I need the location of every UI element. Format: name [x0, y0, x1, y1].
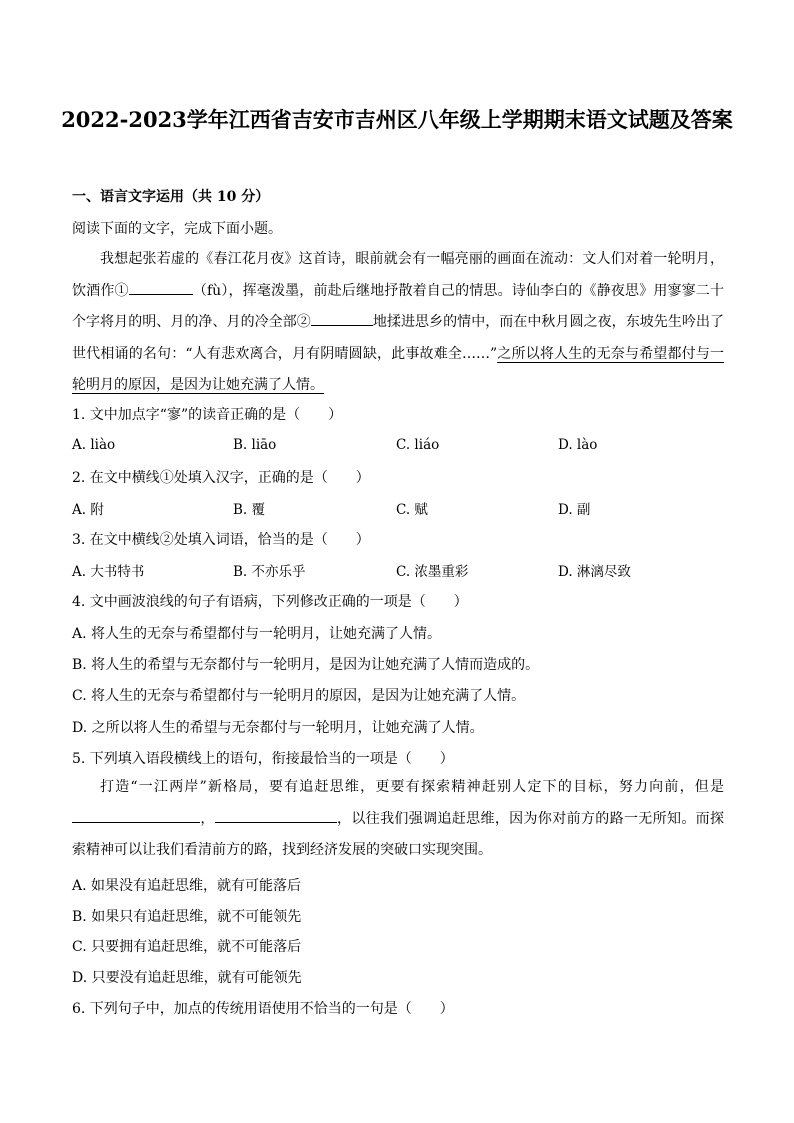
question-4-stem: 4. 文中画波浪线的句子有语病，下列修改正确的一项是（ ）: [72, 594, 468, 610]
option-b: B. 将人生的希望与无奈都付与一轮明月，是因为让她充满了人情而造成的。: [72, 657, 540, 673]
option-a: A. 附: [72, 502, 104, 518]
option-d: D. 之所以将人生的希望与无奈都付与一轮明月，让她充满了人情。: [72, 720, 484, 736]
question-6-stem: 6. 下列句子中，加点的传统用语使用不恰当的一句是（ ）: [72, 1001, 454, 1017]
wavy-underlined-sentence: 之所以将人生的无奈与希望都付与一轮明月的原因，是因为让她充满了人情。: [72, 345, 724, 393]
blank-4: [215, 808, 337, 823]
passage-text-2: （fù），挥毫泼墨，前赴后继地抒散着自己的情思。诗仙李白的《静夜思》用寥寥二十个字将月的明、月的净、月的冷全部②: [72, 282, 725, 330]
passage2-text-3: ，以往我们强调追赶思维，因为你对前方的路一无所知。而探索精神可以让我们看清前方的路，找到经济发展的突破口实现突围。: [72, 810, 725, 858]
option-b: B. 覆: [233, 502, 266, 518]
reading-passage-2: [72, 772, 724, 867]
option-d: D. 副: [558, 502, 591, 518]
passage2-text-1: 打造“一江两岸”新格局，要有追赶思维，更要有探索精神赶别人定下的目标，努力向前，但是: [100, 779, 724, 795]
option-a: A. 如果没有追赶思维，就有可能落后: [72, 878, 302, 894]
passage-text-1: 我想起张若虚的《春江花月夜》这首诗，眼前就会有一幅亮丽的画面在流动：文人们对着一轮明月，饮酒作①: [72, 251, 724, 299]
option-c: C. 将人生的无奈与希望都付与一轮明月的原因，是因为让她充满了人情。: [72, 688, 526, 704]
option-a: A. liào: [72, 437, 116, 453]
question-3-stem: 3. 在文中横线②处填入词语，恰当的是（ ）: [72, 532, 370, 548]
document-title: 2022-2023学年江西省吉安市吉州区八年级上学期期末语文试题及答案: [61, 107, 733, 132]
option-c: C. 浓墨重彩: [396, 564, 469, 580]
reading-instruction: 阅读下面的文字，完成下面小题。: [72, 221, 282, 237]
option-d: D. lào: [558, 437, 598, 453]
option-d: D. 淋漓尽致: [558, 564, 631, 580]
passage-text-3: 地揉进思乡的情中，而在中秋月圆之夜，东坡先生吟出了世代相诵的名句：“人有悲欢离合，月有阴晴圆缺，此事故难全……”: [72, 314, 725, 362]
option-c: C. 只要拥有追赶思维，就不可能落后: [72, 939, 302, 955]
reading-passage: [72, 244, 724, 402]
option-b: B. 不亦乐乎: [233, 564, 306, 580]
option-c: C. liáo: [396, 437, 440, 453]
passage2-text-2: ，: [200, 810, 215, 827]
blank-3: [72, 808, 200, 823]
option-a: A. 大书特书: [72, 564, 145, 580]
option-b: B. 如果只有追赶思维，就不可能领先: [72, 909, 302, 925]
option-d: D. 只要没有追赶思维，就有可能领先: [72, 970, 302, 986]
section-heading: 一、语言文字运用（共 10 分）: [72, 189, 270, 205]
question-2-stem: 2. 在文中横线①处填入汉字，正确的是（ ）: [72, 470, 370, 486]
question-1-stem: 1. 文中加点字“寥”的读音正确的是（ ）: [72, 407, 343, 423]
option-b: B. liāo: [233, 437, 277, 453]
option-a: A. 将人生的无奈与希望都付与一轮明月，让她充满了人情。: [72, 626, 442, 642]
blank-2: [311, 311, 373, 326]
blank-1: [129, 280, 193, 295]
option-c: C. 赋: [396, 502, 428, 518]
question-5-stem: 5. 下列填入语段横线上的语句，衔接最恰当的一项是（ ）: [72, 751, 454, 767]
